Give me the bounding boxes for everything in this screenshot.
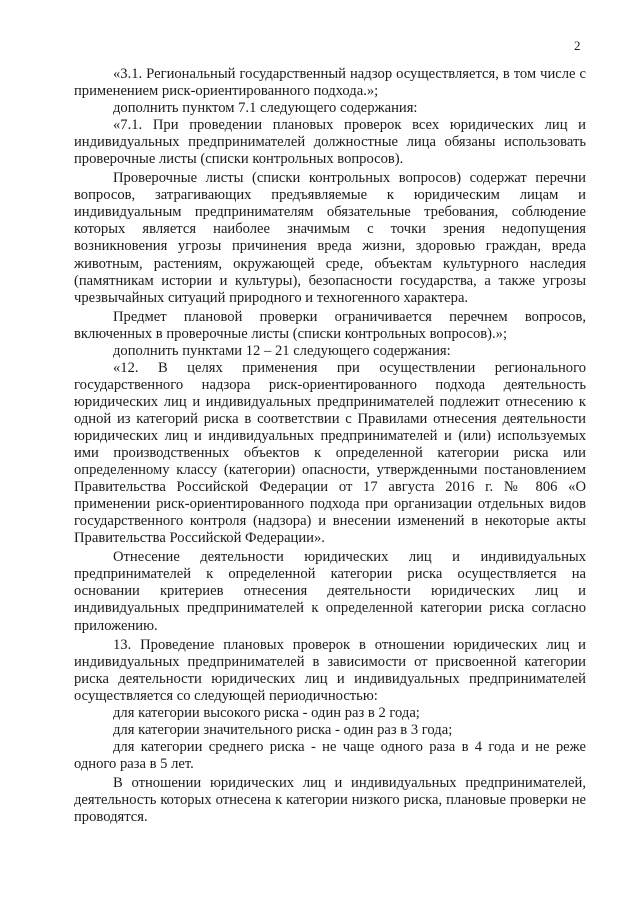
paragraph-3-1: «3.1. Региональный государственный надзор осуществляется, в том числе с применением риск-ориентированного подхода.»; — [74, 66, 586, 100]
paragraph-medium-risk: для категории среднего риска - не чаще одного раза в 4 года и не реже одного раза в 5 лет. — [74, 738, 586, 772]
paragraph-12: «12. В целях применения при осуществлении регионального государственного надзора риск-ориентированного подхода деятельность юридических лиц и индивидуальных предпринимателей подлежит отнесению к одной из категорий риска в соответствии с Правилами отнесения деятельности юридических лиц и индивидуальных предпринимателей и (или) используемых ими производственных объектов к определенной категории риска или определенному классу (категории) опасности, утвержденными постановлением Правительства Российской Федерации от 17 августа 2016 г. № 806 «О применении риск-ориентированного подхода при организации отдельных видов государственного контроля (надзора) и внесении изменений в некоторые акты Правительства Российской Федерации». — [74, 359, 586, 547]
paragraph-checklists: Проверочные листы (списки контрольных вопросов) содержат перечни вопросов, затрагивающих предъявляемые к юридическим лицам и индивидуальным предпринимателям обязательные требования, соблюдение которых является наиболее значимым с точки зрения недопущения возникновения угрозы причинения вреда жизни, здоровью граждан, вреда животным, растениям, окружающей среде, объектам культурного наследия (памятникам истории и культуры), безопасности государства, а также угрозы чрезвычайных ситуаций природного и техногенного характера. — [74, 170, 586, 306]
page-number: 2 — [574, 38, 581, 53]
paragraph-high-risk: для категории высокого риска - один раз в 2 года; — [113, 704, 420, 721]
paragraph-low-risk: В отношении юридических лиц и индивидуальных предпринимателей, деятельность которых отнесена к категории низкого риска, плановые проверки не проводятся. — [74, 774, 586, 826]
paragraph-13: 13. Проведение плановых проверок в отношении юридических лиц и индивидуальных предпринимателей в зависимости от присвоенной категории риска деятельности юридических лиц и индивидуальных предпринимателей осуществляется со следующей периодичностью: — [74, 636, 586, 704]
document-body — [74, 66, 586, 826]
paragraph-add-7-1: дополнить пунктом 7.1 следующего содержания: — [113, 100, 418, 117]
paragraph-add-12-21: дополнить пунктами 12 – 21 следующего содержания: — [113, 342, 451, 359]
paragraph-significant-risk: для категории значительного риска - один раз в 3 года; — [113, 721, 453, 738]
paragraph-risk-assignment: Отнесение деятельности юридических лиц и индивидуальных предпринимателей к определенной категории риска осуществляется на основании критериев отнесения деятельности юридических лиц и индивидуальных предпринимателей к определенной категории риска согласно приложению. — [74, 549, 586, 634]
paragraph-inspection-subject: Предмет плановой проверки ограничивается перечнем вопросов, включенных в проверочные листы (списки контрольных вопросов).»; — [74, 308, 586, 342]
paragraph-7-1: «7.1. При проведении плановых проверок всех юридических лиц и индивидуальных предпринимателей должностные лица обязаны использовать проверочные листы (списки контрольных вопросов). — [74, 117, 586, 168]
